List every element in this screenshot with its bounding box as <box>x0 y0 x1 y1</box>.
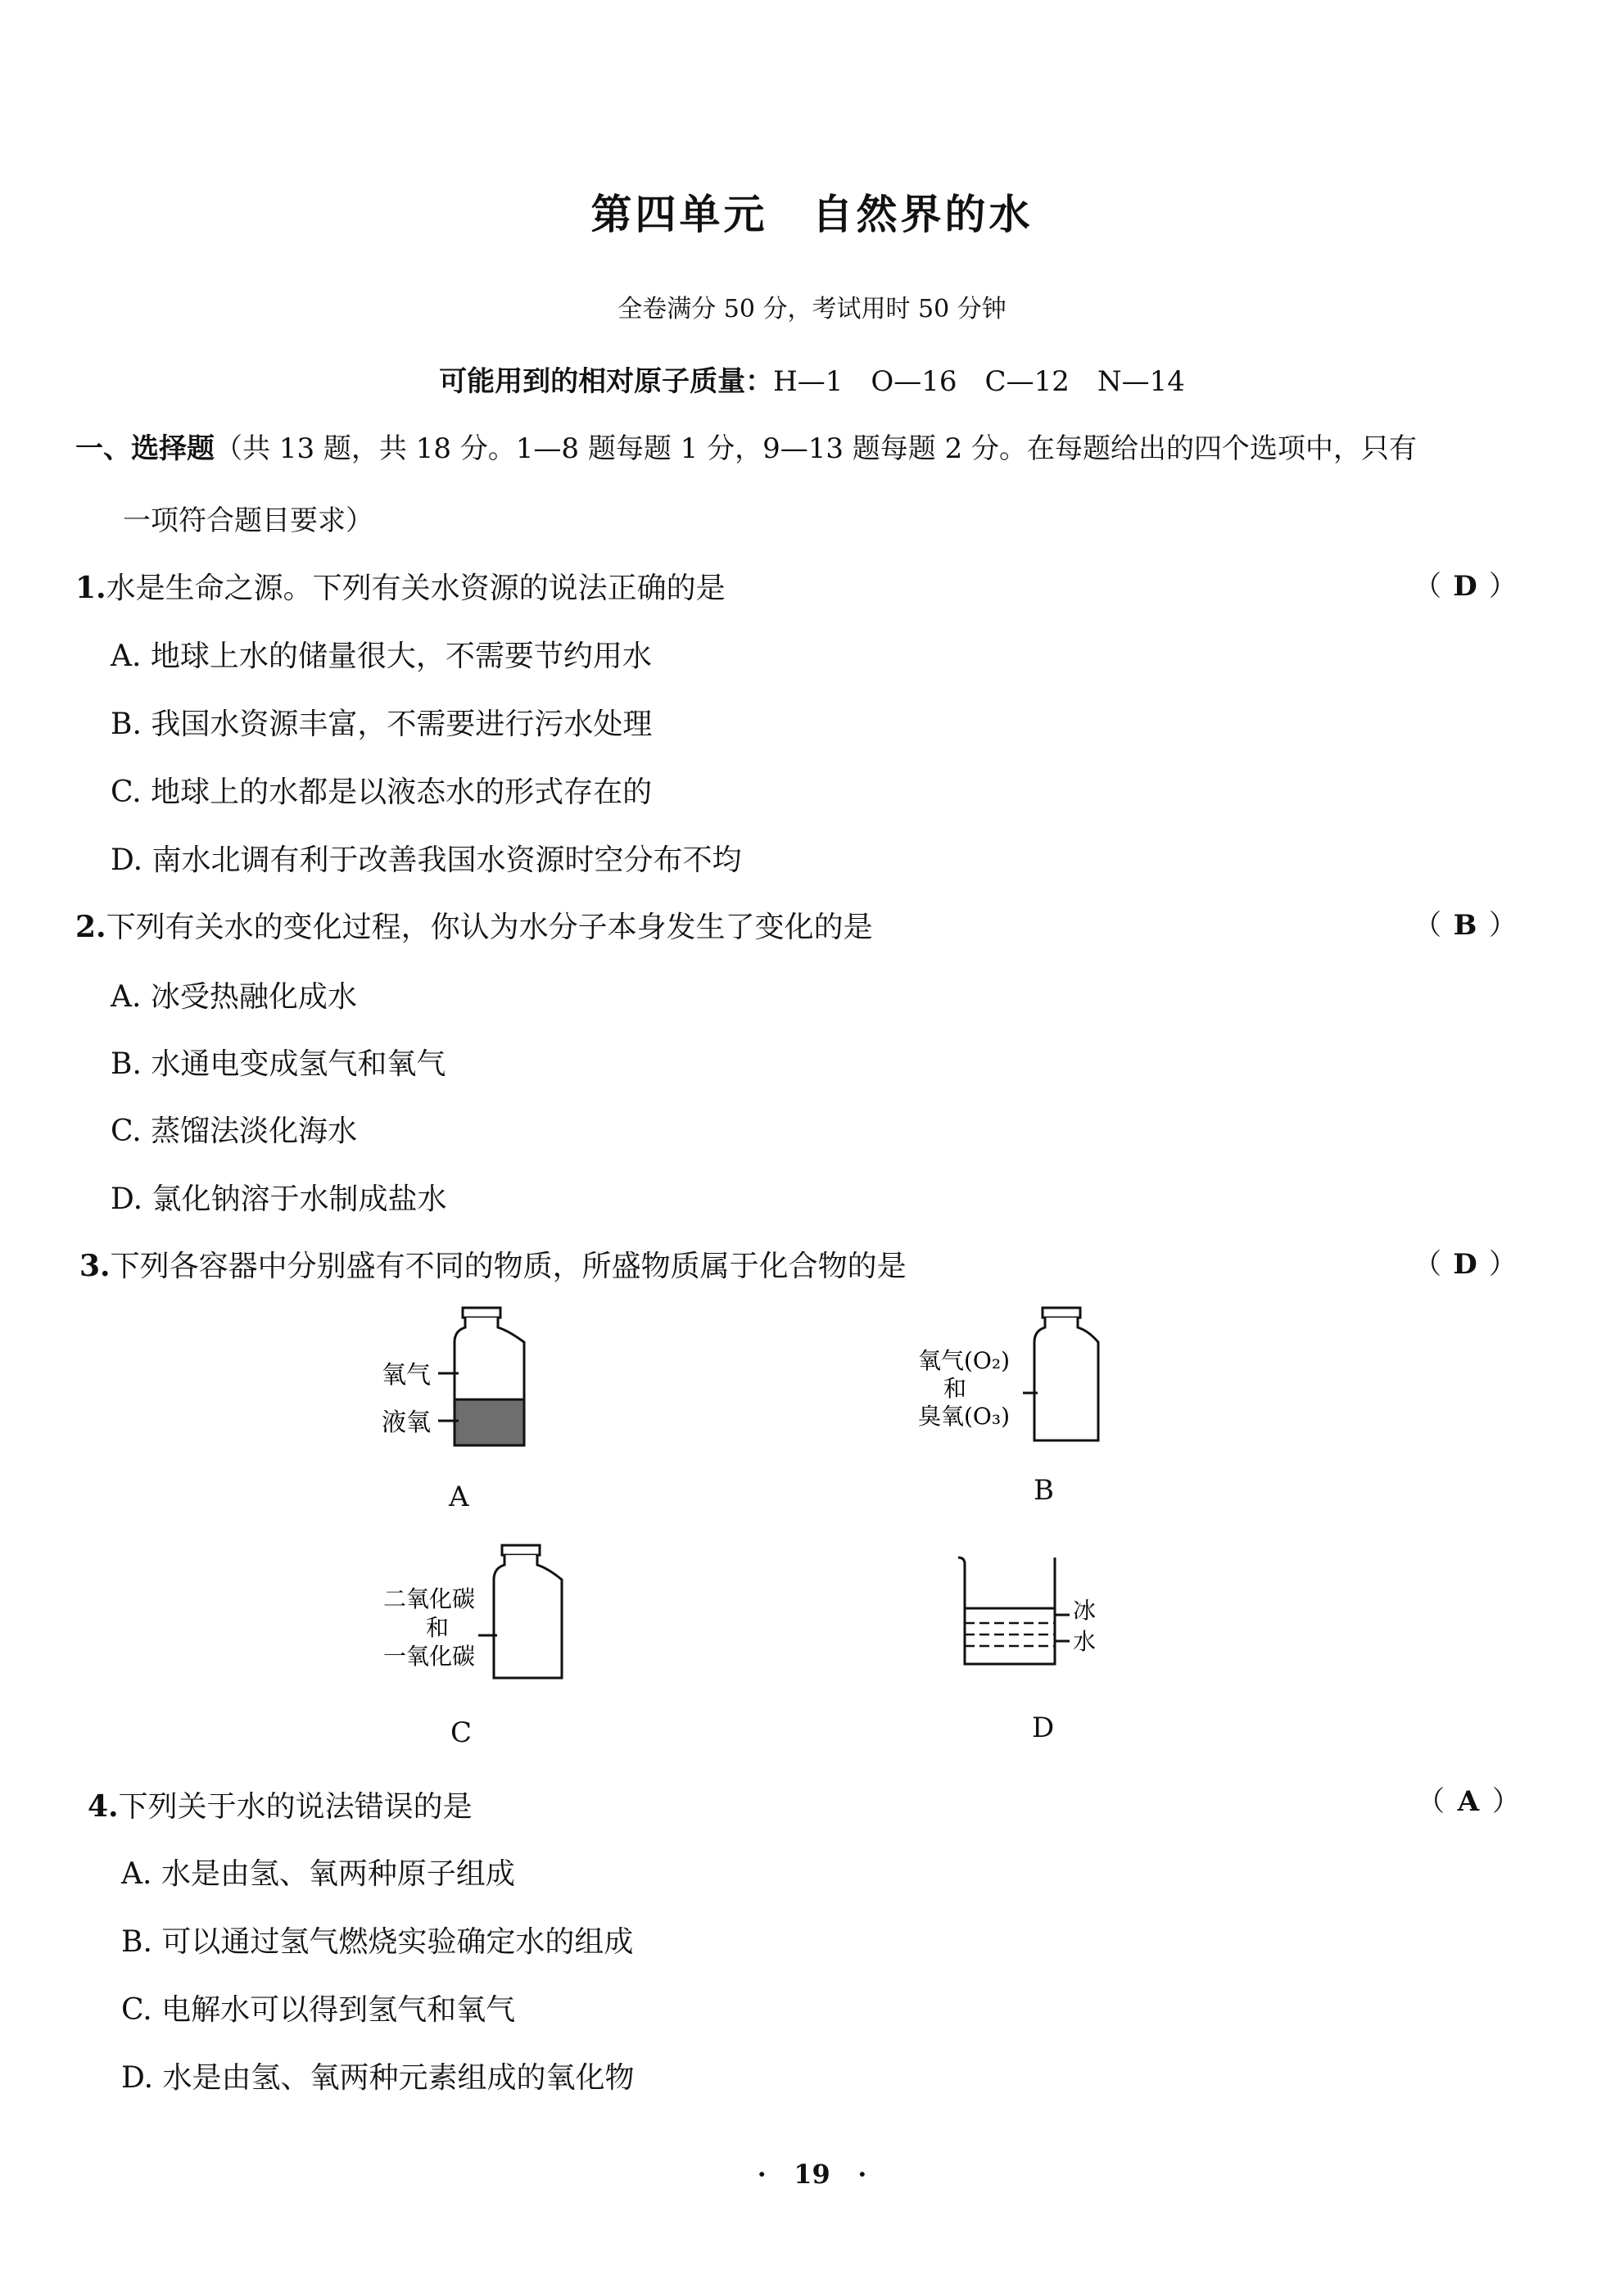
section-name: 一、选择题 <box>75 432 215 465</box>
answer-letter: B <box>1453 909 1477 942</box>
page-number <box>0 2159 1624 2190</box>
relative-masses-values: H—1 O—16 C—12 N—14 <box>773 365 1185 398</box>
section-heading <box>75 426 1417 466</box>
paren-close: ） <box>1489 909 1517 942</box>
page-dot-left: · <box>757 2159 767 2190</box>
question-4-option-a: A. 水是由氢、氧两种原子组成 <box>121 1857 515 1891</box>
page-title: 第四单元 自然界的水 <box>590 190 1034 238</box>
figure-c-text-3: 一氧化碳 <box>383 1643 476 1670</box>
question-4-option-d: D. 水是由氢、氧两种元素组成的氧化物 <box>121 2061 635 2095</box>
question-2-stem <box>75 904 873 946</box>
question-1-option-d: D. 南水北调有利于改善我国水资源时空分布不均 <box>111 843 742 877</box>
question-1-option-a: A. 地球上水的储量很大，不需要节约用水 <box>111 640 652 673</box>
figure-b-text-2: 和 <box>943 1375 967 1402</box>
figure-b-text-3: 臭氧(O₃) <box>918 1403 1011 1430</box>
figure-c-text-1: 二氧化碳 <box>383 1585 476 1612</box>
figure-c-label: C <box>450 1716 473 1749</box>
relative-atomic-masses <box>0 359 1624 399</box>
question-text: 下列有关水的变化过程，你认为水分子本身发生了变化的是 <box>106 911 873 944</box>
question-4-answer <box>1417 1779 1520 1819</box>
paren-open: （ <box>1414 1248 1441 1281</box>
question-1-stem <box>75 565 726 607</box>
page-number-value: 19 <box>794 2159 830 2190</box>
figure-a-bottle <box>369 1306 541 1458</box>
question-2-option-b: B. 水通电变成氢气和氧气 <box>111 1047 446 1081</box>
figure-c-text-2: 和 <box>426 1614 450 1641</box>
question-2-option-d: D. 氯化钠溶于水制成盐水 <box>111 1182 447 1216</box>
paren-close: ） <box>1489 570 1517 603</box>
answer-letter: D <box>1453 570 1477 603</box>
figure-a-text-1: 氧气 <box>382 1361 431 1390</box>
section-description-cont: 一项符合题目要求） <box>123 504 373 537</box>
figure-d-text-1: 冰 <box>1073 1597 1097 1624</box>
question-4-option-c: C. 电解水可以得到氢气和氧气 <box>121 1993 516 2027</box>
question-3-stem <box>79 1243 907 1285</box>
figure-c-bottle <box>377 1544 573 1691</box>
question-number: 2. <box>75 910 106 944</box>
paren-open: （ <box>1417 1785 1445 1818</box>
question-4-option-b: B. 可以通过氢气燃烧实验确定水的组成 <box>121 1925 634 1959</box>
paren-close: ） <box>1492 1785 1520 1818</box>
answer-letter: A <box>1457 1785 1480 1818</box>
question-3-answer <box>1414 1241 1517 1282</box>
section-description: （共 13 题，共 18 分。1—8 题每题 1 分，9—13 题每题 2 分。在每题给出的四个选项中，只有 <box>215 432 1418 465</box>
figure-a-text-2: 液氧 <box>382 1409 431 1437</box>
question-1-option-c: C. 地球上的水都是以液态水的形式存在的 <box>111 775 653 809</box>
paren-close: ） <box>1489 1248 1517 1281</box>
page-dot-right: · <box>857 2159 867 2190</box>
question-2-option-c: C. 蒸馏法淡化海水 <box>111 1115 358 1148</box>
figure-b-bottle <box>913 1306 1102 1462</box>
question-4-stem <box>88 1784 473 1825</box>
question-number: 3. <box>79 1249 111 1283</box>
question-text: 水是生命之源。下列有关水资源的说法正确的是 <box>106 572 726 605</box>
question-1-answer <box>1414 563 1517 604</box>
question-2-option-a: A. 冰受热融化成水 <box>111 980 357 1014</box>
question-text: 下列关于水的说法错误的是 <box>118 1790 473 1824</box>
relative-masses-label: 可能用到的相对原子质量： <box>439 365 774 398</box>
question-number: 1. <box>75 571 106 605</box>
question-number: 4. <box>88 1789 119 1824</box>
question-1-option-b: B. 我国水资源丰富，不需要进行污水处理 <box>111 708 653 741</box>
figure-d-text-2: 水 <box>1073 1628 1097 1655</box>
figure-d-label: D <box>1032 1712 1055 1744</box>
figure-b-label: B <box>1034 1474 1054 1507</box>
question-text: 下列各容器中分别盛有不同的物质，所盛物质属于化合物的是 <box>110 1250 907 1283</box>
paren-open: （ <box>1414 570 1441 603</box>
paren-open: （ <box>1414 909 1441 942</box>
exam-info: 全卷满分 50 分，考试用时 50 分钟 <box>617 295 1007 323</box>
figure-b-text-1: 氧气(O₂) <box>918 1347 1011 1374</box>
figure-a-label: A <box>449 1481 469 1513</box>
answer-letter: D <box>1453 1248 1477 1281</box>
figure-d-beaker <box>950 1548 1114 1679</box>
question-2-answer <box>1414 902 1517 943</box>
